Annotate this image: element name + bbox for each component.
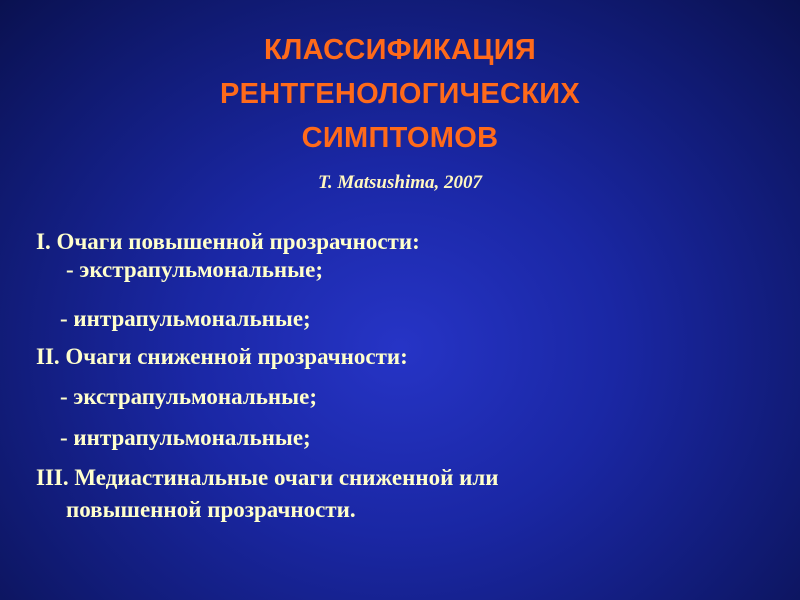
list-item-group-1: I. Очаги повышенной прозрачности: bbox=[36, 229, 420, 254]
list-item-sub: - экстрапульмональные; bbox=[66, 257, 324, 282]
author-citation: T. Matsushima, 2007 bbox=[317, 172, 482, 193]
title-line-2: РЕНТГЕНОЛОГИЧЕСКИХ bbox=[219, 78, 581, 110]
list-item-continuation: повышенной прозрачности. bbox=[66, 497, 356, 522]
list-item-sub: - интрапульмональные; bbox=[60, 306, 311, 331]
list-item-group-3: III. Медиастинальные очаги сниженной или bbox=[36, 465, 499, 490]
slide-title bbox=[0, 28, 800, 160]
title-line-1: КЛАССИФИКАЦИЯ bbox=[263, 34, 536, 66]
list-item-sub: - интрапульмональные; bbox=[60, 425, 311, 450]
list-item-sub: - экстрапульмональные; bbox=[60, 384, 318, 409]
title-line-3: СИМПТОМОВ bbox=[301, 122, 499, 154]
list-item-group-2: II. Очаги сниженной прозрачности: bbox=[36, 344, 408, 369]
